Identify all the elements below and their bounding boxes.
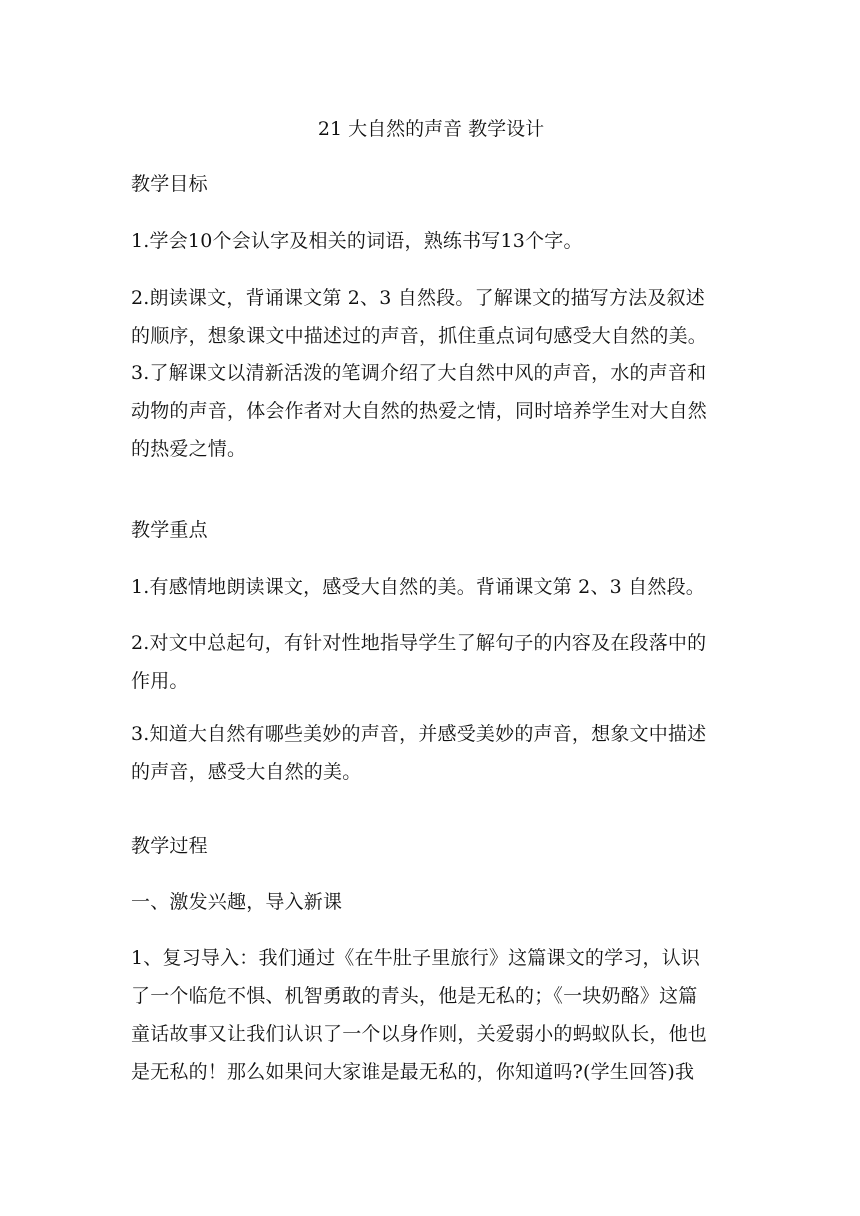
goal-item-2 (131, 279, 731, 355)
step-1-line-1: 1、复习导入：我们通过《在牛肚子里旅行》这篇课文的学习，认识 (131, 947, 701, 969)
goal-item-3-line-3: 的热爱之情。 (131, 438, 247, 460)
goals-heading: 教学目标 (131, 173, 208, 195)
step-1-line-4: 是无私的！那么如果问大家谁是最无私的，你知道吗?(学生回答)我 (131, 1061, 695, 1083)
process-heading: 教学过程 (131, 835, 208, 857)
document-title: 21 大自然的声音 教学设计 (317, 118, 545, 140)
key-item-2-line-1: 2.对文中总起句，有针对性地指导学生了解句子的内容及在段落中的 (131, 632, 707, 654)
key-item-2-line-2: 作用。 (131, 670, 189, 692)
step-1-line-2: 了一个临危不惧、机智勇敢的青头，他是无私的；《一块奶酪》这篇 (131, 985, 698, 1007)
key-points-heading: 教学重点 (131, 519, 208, 541)
step-1-paragraph (131, 939, 731, 1091)
key-item-2 (131, 624, 731, 700)
goal-item-1: 1.学会10个会认字及相关的词语，熟练书写13个字。 (131, 230, 583, 252)
key-item-3-line-2: 的声音，感受大自然的美。 (131, 761, 362, 783)
key-item-3 (131, 715, 731, 791)
goal-item-3-line-2: 动物的声音，体会作者对大自然的热爱之情，同时培养学生对大自然 (131, 400, 708, 422)
goal-item-2-line-1: 2.朗读课文，背诵课文第 2、3 自然段。了解课文的描写方法及叙述 (131, 287, 705, 309)
key-item-3-line-1: 3.知道大自然有哪些美妙的声音，并感受美妙的声音，想象文中描述 (131, 723, 707, 745)
goal-item-2-line-2: 的顺序，想象课文中描述过的声音，抓住重点词句感受大自然的美。 (131, 325, 708, 347)
step-1-heading: 一、激发兴趣，导入新课 (131, 891, 343, 913)
key-item-1: 1.有感情地朗读课文，感受大自然的美。背诵课文第 2、3 自然段。 (131, 576, 705, 598)
step-1-line-3: 童话故事又让我们认识了一个以身作则，关爱弱小的蚂蚁队长，他也 (131, 1023, 708, 1045)
goal-item-3 (131, 354, 731, 468)
goal-item-3-line-1: 3.了解课文以清新活泼的笔调介绍了大自然中风的声音，水的声音和 (131, 362, 707, 384)
